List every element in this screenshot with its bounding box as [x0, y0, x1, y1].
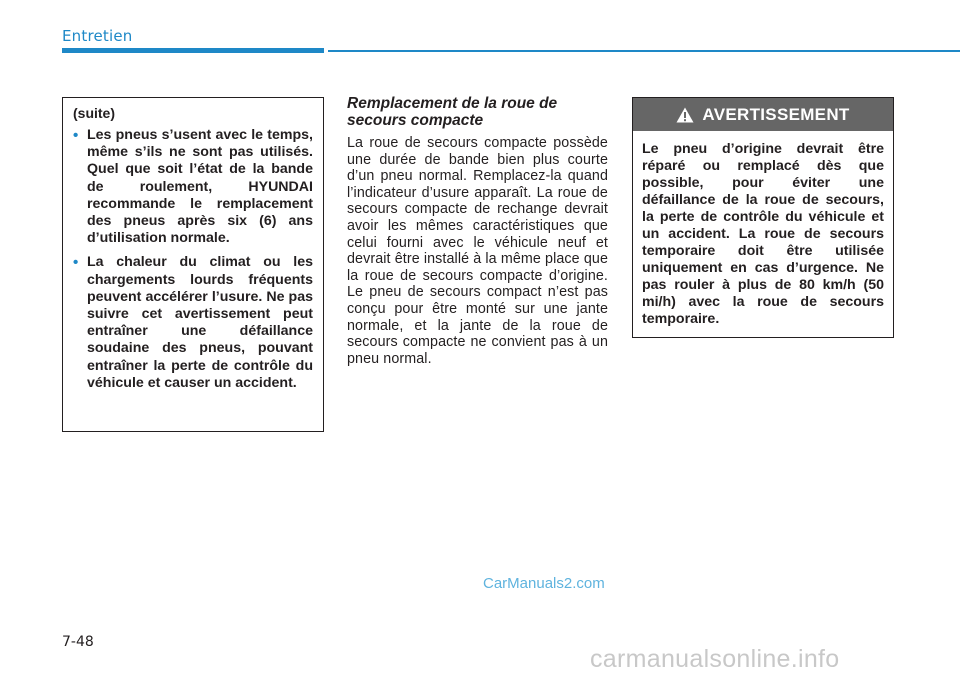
warning-box: [632, 97, 894, 338]
continued-label: (suite): [73, 105, 115, 121]
watermark-link[interactable]: CarManuals2.com: [483, 575, 605, 592]
list-item: [73, 254, 313, 392]
bullet-icon: •: [73, 127, 79, 144]
bullet-text: La chaleur du climat ou les chargements lourds fréquents peuvent accélérer l’usure. Ne pas suivre cet avertissement peut entraîner une défaillance soudaine des pneus, pouvant entraîner la perte de contrôle du véhicule et causer un accident.: [87, 254, 313, 391]
continued-caution-box: [62, 97, 324, 432]
warning-title: AVERTISSEMENT: [702, 104, 850, 124]
section-heading: Remplacement de la roue de secours compacte: [347, 95, 558, 129]
caution-bullet-list: [73, 127, 313, 392]
list-item: [73, 127, 313, 247]
page-number: 7-48: [62, 634, 94, 650]
section-body: La roue de secours compacte possède une durée de bande bien plus courte d’un pneu normal. Remplacez-la quand l’indicateur d’usure apparaît. La roue de secours compacte de rechange devrait avoir les mêmes caractéristiques que celui fourni avec le véhicule neuf et devrait être installé à la même place que la roue de secours compacte d’origine. Le pneu de secours compact n’est pas conçu pour être monté sur une jante normale, et la jante de la roue de secours compacte ne convient pas à un pneu normal.: [347, 135, 608, 367]
warning-triangle-icon: [676, 107, 694, 123]
bullet-text: Les pneus s’usent avec le temps, même s’ils ne sont pas utilisés. Quel que soit l’état de la bande de roulement, HYUNDAI recommande le remplacement des pneus après six (6) ans d’utilisation normale.: [87, 127, 313, 247]
bullet-icon: •: [73, 254, 79, 272]
header-rule-thin: [328, 50, 960, 52]
section-title: Entretien: [62, 27, 133, 45]
warning-text: Le pneu d’origine devrait être réparé ou remplacé dès que possible, pour éviter une défaillance de la roue de secours, la perte de contrôle du véhicule et un accident. La roue de secours temporaire doit être utilisée uniquement en cas d’urgence. Ne pas rouler à plus de 80 km/h (50 mi/h) avec la roue de secours temporaire.: [642, 141, 884, 327]
footer-watermark: carmanualsonline.info: [590, 645, 840, 673]
header-rule-thick: [62, 48, 324, 53]
spare-wheel-section: [347, 95, 608, 367]
warning-header: [633, 98, 893, 131]
